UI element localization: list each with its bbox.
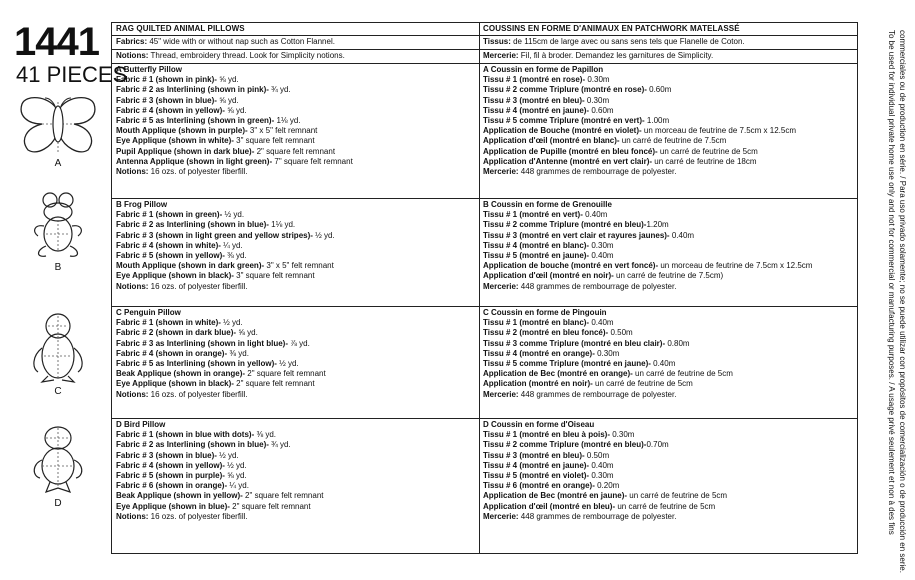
line-value: ¾ yd. bbox=[268, 440, 291, 450]
section-title: B Frog Pillow bbox=[116, 200, 168, 209]
line-label: Fabric # 5 as Interlining (shown in green)- bbox=[116, 116, 275, 126]
usage-disclaimer bbox=[872, 30, 908, 573]
english-section-d bbox=[112, 419, 479, 555]
line-value: 16 ozs. of polyester fiberfill. bbox=[148, 389, 248, 399]
line-value: un carré de feutrine de 5cm bbox=[592, 379, 693, 389]
line-label: Application d'œil (montré en blanc)- bbox=[483, 136, 620, 146]
line-value: 0.40m bbox=[589, 318, 614, 328]
line-value: 3" square felt remnant bbox=[233, 136, 315, 146]
french-section-b bbox=[479, 199, 857, 307]
line-value: 0.30m bbox=[594, 348, 620, 358]
line-value: ⅝ yd. bbox=[224, 471, 247, 481]
line-value: ⅝ yd. bbox=[224, 105, 247, 115]
line-value: un carré de feutrine de 18cm bbox=[652, 156, 757, 166]
figure-b bbox=[12, 190, 104, 273]
line-label: Fabric # 1 (shown in white)- bbox=[116, 318, 221, 328]
line-label: Mouth Applique (shown in dark green)- bbox=[116, 261, 265, 271]
line-label: Fabric # 1 (shown in pink)- bbox=[116, 75, 217, 85]
line-label: Mercerie: bbox=[483, 389, 519, 399]
line-label: Fabric # 3 as Interlining (shown in light blue)- bbox=[116, 338, 289, 348]
line-value: un morceau de feutrine de 7.5cm x 12.5cm bbox=[658, 261, 813, 271]
notions-label: Notions: bbox=[116, 51, 149, 60]
frog-pillow-icon bbox=[28, 190, 88, 260]
line-label: Fabric # 3 (shown in blue)- bbox=[116, 95, 217, 105]
figure-c bbox=[12, 312, 104, 397]
line-label: Tissu # 4 (montré en jaune)- bbox=[483, 460, 590, 470]
line-label: Fabric # 2 (shown in dark blue)- bbox=[116, 328, 237, 338]
fabrics-label: Fabrics: bbox=[116, 37, 148, 46]
line-value: ⅝ yd. bbox=[216, 75, 239, 85]
line-label: Tissu # 3 (montré en bleu)- bbox=[483, 450, 585, 460]
line-value: ¾ yd. bbox=[268, 85, 291, 95]
line-label: Fabric # 3 (shown in light green and yellow stripes)- bbox=[116, 230, 313, 240]
line-label: Eye Applique (shown in white)- bbox=[116, 136, 234, 146]
english-section-c bbox=[112, 307, 479, 419]
line-value: 7" square felt remnant bbox=[272, 156, 353, 166]
pieces-count: 41 PIECES bbox=[16, 62, 128, 87]
line-value: un carré de feutrine de 5cm bbox=[615, 501, 716, 511]
line-value: 0.70m bbox=[646, 440, 669, 450]
line-value: ½ yd. bbox=[222, 210, 245, 220]
line-label: Eye Applique (shown in blue)- bbox=[116, 501, 230, 511]
french-section-c bbox=[479, 307, 857, 419]
line-label: Mouth Applique (shown in purple)- bbox=[116, 126, 248, 136]
line-value: ⅝ yd. bbox=[236, 328, 258, 338]
line-label: Fabric # 1 (shown in blue with dots)- bbox=[116, 430, 255, 440]
section-title: D Bird Pillow bbox=[116, 420, 166, 429]
section-title: B Coussin en forme de Grenouille bbox=[483, 200, 612, 209]
penguin-pillow-icon bbox=[28, 312, 88, 384]
disclaimer-line-1: To be used for individual private home use only and not for commercial or manufacturing purposes. / A usage privé seulement et non à des fins bbox=[887, 30, 896, 535]
line-label: Tissu # 4 (montré en jaune)- bbox=[483, 105, 590, 115]
line-label: Tissu # 5 (montré en jaune)- bbox=[483, 251, 590, 261]
line-value: 448 grammes de rembourrage de polyester. bbox=[518, 167, 677, 177]
line-label: Fabric # 5 (shown in purple)- bbox=[116, 471, 225, 481]
line-label: Tissu # 3 comme Triplure (montré en bleu clair)- bbox=[483, 338, 666, 348]
section-title: D Coussin en forme d'Oiseau bbox=[483, 420, 595, 429]
line-label: Application de Bec (montré en orange)- bbox=[483, 369, 633, 379]
line-label: Fabric # 2 as Interlining (shown in blue)- bbox=[116, 440, 269, 450]
line-label: Application de Pupille (montré en bleu foncé)- bbox=[483, 146, 658, 156]
line-value: ⅜ yd. bbox=[227, 348, 249, 358]
line-label: Beak Applique (shown in yellow)- bbox=[116, 491, 243, 501]
french-fabrics-row bbox=[479, 36, 857, 50]
line-value: 0.80m bbox=[665, 338, 690, 348]
pattern-number: 1441 bbox=[14, 20, 99, 64]
line-label: Tissu # 1 (montré en blanc)- bbox=[483, 318, 590, 328]
line-label: Tissu # 4 (montré en blanc)- bbox=[483, 240, 590, 250]
line-value: un carré de feutrine de 5cm bbox=[657, 146, 758, 156]
line-value: 2" square felt remnant bbox=[229, 501, 311, 511]
line-value: 2" square felt remnant bbox=[242, 491, 324, 501]
line-value: 0.30m bbox=[589, 471, 614, 481]
line-value: 0.30m bbox=[610, 430, 635, 440]
line-value: 2" square felt remnant bbox=[233, 379, 315, 389]
line-label: Application de Bec (montré en jaune)- bbox=[483, 491, 628, 501]
french-title: COUSSINS EN FORME D'ANIMAUX EN PATCHWORK MATELASSÉ bbox=[483, 24, 740, 33]
line-value: un morceau de feutrine de 7.5cm x 12.5cm bbox=[641, 126, 796, 136]
line-value: 0.40m bbox=[589, 460, 614, 470]
line-value: 0.30m bbox=[585, 75, 610, 85]
line-value: 0.60m bbox=[589, 105, 614, 115]
line-label: Tissu # 2 comme Triplure (montré en rose)- bbox=[483, 85, 647, 95]
line-value: 3" x 5" felt remnant bbox=[247, 126, 318, 136]
french-section-d bbox=[479, 419, 857, 555]
line-label: Fabric # 4 (shown in orange)- bbox=[116, 348, 228, 358]
english-notions-row bbox=[112, 50, 479, 64]
figure-a bbox=[12, 94, 104, 169]
line-label: Fabric # 3 (shown in blue)- bbox=[116, 450, 217, 460]
section-title: A Coussin en forme de Papillon bbox=[483, 65, 604, 74]
french-section-a bbox=[479, 64, 857, 199]
line-value: ¼ yd. bbox=[227, 481, 249, 491]
mercerie-label: Mercerie: bbox=[483, 51, 519, 60]
line-value: ½ yd. bbox=[216, 450, 239, 460]
figure-d bbox=[12, 424, 104, 509]
line-label: Notions: bbox=[116, 167, 149, 177]
line-label: Tissu # 1 (montré en vert)- bbox=[483, 210, 583, 220]
section-title: A Butterfly Pillow bbox=[116, 65, 182, 74]
line-value: ⅜ yd. bbox=[254, 430, 277, 440]
line-value: un carré de feutrine de 7.5cm bbox=[619, 136, 727, 146]
line-label: Tissu # 1 (montré en rose)- bbox=[483, 75, 586, 85]
figure-c-label: C bbox=[54, 386, 62, 397]
line-label: Fabric # 6 (shown in orange)- bbox=[116, 481, 228, 491]
line-label: Application (montré en noir)- bbox=[483, 379, 593, 389]
english-section-a bbox=[112, 64, 479, 199]
line-label: Tissu # 2 comme Triplure (montré en bleu)- bbox=[483, 440, 647, 450]
butterfly-pillow-icon bbox=[18, 94, 98, 156]
line-value: 0.50m bbox=[608, 328, 633, 338]
line-value: ⅜ yd. bbox=[224, 251, 247, 261]
line-label: Tissu # 2 (montré en bleu foncé)- bbox=[483, 328, 609, 338]
line-value: 16 ozs. of polyester fiberfill. bbox=[148, 511, 248, 521]
disclaimer-line-2: commerciales ou de production en série. / Para uso privado solamente; no se puede utilizar con propósitos de comercialización o de producción en serie. bbox=[898, 30, 907, 573]
english-fabrics-row bbox=[112, 36, 479, 50]
french-column bbox=[479, 23, 857, 553]
line-label: Mercerie: bbox=[483, 511, 519, 521]
line-label: Tissu # 4 (montré en orange)- bbox=[483, 348, 595, 358]
line-value: 0.20m bbox=[594, 481, 620, 491]
line-label: Fabric # 2 as Interlining (shown in pink)- bbox=[116, 85, 269, 95]
line-value: 0.30m bbox=[584, 95, 610, 105]
line-label: Tissu # 5 comme Triplure (montré en vert)- bbox=[483, 116, 645, 126]
french-notions-row bbox=[479, 50, 857, 64]
line-value: 0.40m bbox=[669, 230, 695, 240]
figure-b-label: B bbox=[54, 262, 62, 273]
section-title: C Penguin Pillow bbox=[116, 308, 181, 317]
figure-d-label: D bbox=[54, 498, 62, 509]
line-label: Eye Applique (shown in black)- bbox=[116, 271, 234, 281]
figure-a-label: A bbox=[54, 158, 62, 169]
line-label: Notions: bbox=[116, 389, 149, 399]
english-column bbox=[112, 23, 480, 553]
line-label: Tissu # 6 (montré en orange)- bbox=[483, 481, 595, 491]
line-value: 0.50m bbox=[584, 450, 610, 460]
line-value: ½ yd. bbox=[220, 318, 243, 328]
line-value: 3" square felt remnant bbox=[233, 271, 315, 281]
line-label: Fabric # 4 (shown in white)- bbox=[116, 240, 221, 250]
line-value: 1⅛ yd. bbox=[268, 220, 296, 230]
line-label: Tissu # 3 (montré en bleu)- bbox=[483, 95, 585, 105]
line-value: 448 grammes de rembourrage de polyester. bbox=[518, 281, 677, 291]
line-label: Notions: bbox=[116, 281, 149, 291]
line-label: Tissu # 5 comme Triplure (montré en jaune)- bbox=[483, 359, 651, 369]
line-label: Application de bouche (montré en vert foncé)- bbox=[483, 261, 659, 271]
line-value: ¼ yd. bbox=[220, 240, 243, 250]
line-value: 2" square felt remnant bbox=[245, 369, 326, 379]
line-value: un carré de feutrine de 5cm bbox=[632, 369, 733, 379]
line-value: 1⅛ yd. bbox=[274, 116, 301, 126]
line-value: 0.60m bbox=[646, 85, 672, 95]
line-value: 448 grammes de rembourrage de polyester. bbox=[518, 511, 677, 521]
line-label: Application d'œil (montré en noir)- bbox=[483, 271, 614, 281]
english-title: RAG QUILTED ANIMAL PILLOWS bbox=[116, 24, 245, 33]
line-value: ½ yd. bbox=[276, 359, 299, 369]
instruction-sheet bbox=[111, 22, 858, 554]
line-value: ⅝ yd. bbox=[216, 95, 239, 105]
line-label: Mercerie: bbox=[483, 281, 519, 291]
line-value: ⅞ yd. bbox=[288, 338, 310, 348]
line-value: 0.40m bbox=[650, 359, 676, 369]
fabrics-text: 45" wide with or without nap such as Cotton Flannel. bbox=[147, 37, 335, 46]
line-label: Fabric # 5 as Interlining (shown in yellow)- bbox=[116, 359, 277, 369]
line-label: Fabric # 1 (shown in green)- bbox=[116, 210, 223, 220]
line-value: ½ yd. bbox=[224, 460, 247, 470]
line-value: 1.00m bbox=[644, 116, 670, 126]
english-section-b bbox=[112, 199, 479, 307]
notions-text: Thread, embroidery thread. Look for Simplicity notions. bbox=[148, 51, 345, 60]
line-label: Fabric # 4 (shown in yellow)- bbox=[116, 105, 225, 115]
line-value: 448 grammes de rembourrage de polyester. bbox=[518, 389, 677, 399]
line-value: 3" x 5" felt remnant bbox=[264, 261, 334, 271]
line-label: Beak Applique (shown in orange)- bbox=[116, 369, 246, 379]
line-value: 16 ozs. of polyester fiberfill. bbox=[148, 281, 248, 291]
line-label: Tissu # 3 (montré en vert clair et rayures jaunes)- bbox=[483, 230, 670, 240]
line-value: 16 ozs. of polyester fiberfill. bbox=[148, 167, 248, 177]
line-label: Application d'œil (montré en bleu)- bbox=[483, 501, 616, 511]
line-value: 0.40m bbox=[582, 210, 608, 220]
line-label: Application d'Antenne (montré en vert clair)- bbox=[483, 156, 653, 166]
line-label: Fabric # 2 as Interlining (shown in blue)- bbox=[116, 220, 269, 230]
line-label: Fabric # 5 (shown in yellow)- bbox=[116, 251, 225, 261]
tissus-text: de 115cm de large avec ou sans sens tels que Flanelle de Coton. bbox=[510, 37, 745, 46]
line-label: Mercerie: bbox=[483, 167, 519, 177]
line-value: un carré de feutrine de 5cm bbox=[627, 491, 728, 501]
tissus-label: Tissus: bbox=[483, 37, 511, 46]
line-label: Antenna Applique (shown in light green)- bbox=[116, 156, 273, 166]
line-label: Tissu # 5 (montré en violet)- bbox=[483, 471, 590, 481]
line-value: un carré de feutrine de 7.5cm) bbox=[613, 271, 724, 281]
line-value: 2" square felt remnant bbox=[254, 146, 336, 156]
english-title-row bbox=[112, 23, 479, 36]
bird-pillow-icon bbox=[28, 424, 88, 496]
section-title: C Coussin en forme de Pingouin bbox=[483, 308, 607, 317]
line-label: Tissu # 1 (montré en bleu à pois)- bbox=[483, 430, 610, 440]
line-value: ½ yd. bbox=[312, 230, 335, 240]
french-title-row bbox=[479, 23, 857, 36]
line-label: Application de Bouche (montré en violet)- bbox=[483, 126, 642, 136]
line-value: 1.20m bbox=[646, 220, 669, 230]
line-value: 0.40m bbox=[589, 251, 614, 261]
line-label: Eye Applique (shown in black)- bbox=[116, 379, 234, 389]
line-label: Tissu # 2 comme Triplure (montré en bleu)- bbox=[483, 220, 647, 230]
line-value: 0.30m bbox=[589, 240, 614, 250]
line-label: Pupil Applique (shown in dark blue)- bbox=[116, 146, 255, 156]
line-label: Notions: bbox=[116, 511, 149, 521]
line-label: Fabric # 4 (shown in yellow)- bbox=[116, 460, 225, 470]
mercerie-text: Fil, fil à broder. Demandez les garnitures de Simplicity. bbox=[518, 51, 714, 60]
